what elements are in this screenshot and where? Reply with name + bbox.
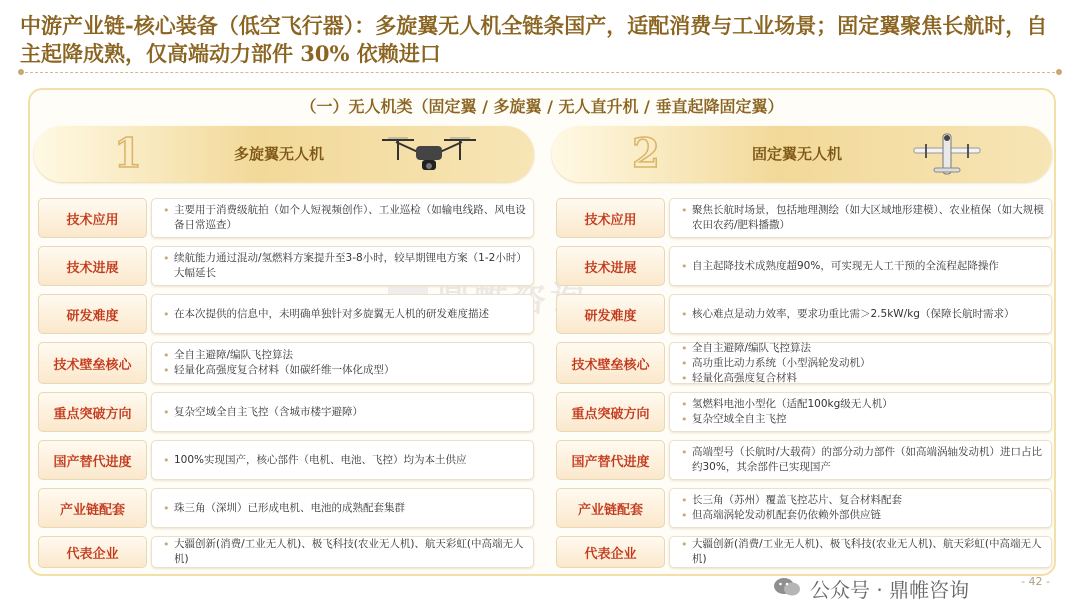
row-label: 国产替代进度 xyxy=(556,440,665,480)
row-content xyxy=(669,440,1052,480)
table-row xyxy=(38,440,534,480)
wechat-icon xyxy=(772,576,802,598)
list-item: • 但高端涡轮发动机配套仍依赖外部供应链 xyxy=(692,508,902,523)
row-label: 技术应用 xyxy=(556,198,665,238)
page-title: 中游产业链-核心装备（低空飞行器）：多旋翼无人机全链条国产，适配消费与工业场景；固定翼聚焦长航时，自主起降成熟，仅高端动力部件 30% 依赖进口 xyxy=(20,13,1048,66)
table-row xyxy=(556,198,1052,238)
divider-dot xyxy=(18,69,24,75)
table-row xyxy=(556,536,1052,568)
table-row xyxy=(38,488,534,528)
row-content xyxy=(669,392,1052,432)
row-content xyxy=(669,342,1052,384)
title-divider xyxy=(20,72,1060,73)
row-content xyxy=(669,536,1052,568)
list-item: • 复杂空域全自主飞控 xyxy=(692,412,893,427)
row-content xyxy=(669,198,1052,238)
row-label: 产业链配套 xyxy=(556,488,665,528)
row-label: 重点突破方向 xyxy=(38,392,147,432)
column-title: 多旋翼无人机 xyxy=(234,145,325,163)
row-content xyxy=(151,440,534,480)
list-item: • 轻量化高强度复合材料 xyxy=(692,371,871,386)
divider-dot xyxy=(1056,69,1062,75)
row-content xyxy=(669,246,1052,286)
table-row xyxy=(556,488,1052,528)
row-label: 研发难度 xyxy=(556,294,665,334)
column-header xyxy=(552,126,1052,182)
list-item: • 高功重比动力系统（小型涡轮发动机） xyxy=(692,356,871,371)
list-item: • 长三角（苏州）覆盖飞控芯片、复合材料配套 xyxy=(692,493,902,508)
row-content xyxy=(151,294,534,334)
row-content xyxy=(669,294,1052,334)
column-number: 1 xyxy=(114,130,142,177)
list-item: • 轻量化高强度复合材料（如碳纤维一体化成型） xyxy=(174,363,395,378)
row-label: 产业链配套 xyxy=(38,488,147,528)
column-fixed-wing xyxy=(552,126,1052,565)
footer-text: 公众号 · 鼎帷咨询 xyxy=(810,578,970,602)
list-item: • 大疆创新(消费/工业无人机)、极飞科技(农业无人机)、航天彩虹(中高端无人机) xyxy=(692,537,1045,567)
row-label: 重点突破方向 xyxy=(556,392,665,432)
table-row xyxy=(556,246,1052,286)
list-item: • 在本次提供的信息中，未明确单独针对多旋翼无人机的研发难度描述 xyxy=(174,307,489,322)
column-title: 固定翼无人机 xyxy=(752,145,843,163)
row-content xyxy=(151,488,534,528)
row-content xyxy=(151,246,534,286)
list-item: • 大疆创新(消费/工业无人机)、极飞科技(农业无人机)、航天彩虹(中高端无人机) xyxy=(174,537,527,567)
row-label: 技术壁垒核心 xyxy=(556,342,665,384)
list-item: • 全自主避障/编队飞控算法 xyxy=(692,341,871,356)
row-content xyxy=(151,536,534,568)
list-item: • 100%实现国产，核心部件（电机、电池、飞控）均为本土供应 xyxy=(174,453,467,468)
list-item: • 聚焦长航时场景，包括地理测绘（如大区域地形建模）、农业植保（如大规模农田农药/肥料播撒） xyxy=(692,203,1045,233)
list-item: • 主要用于消费级航拍（如个人短视频创作）、工业巡检（如输电线路、风电设备日常巡查） xyxy=(174,203,527,233)
table-row xyxy=(38,246,534,286)
column-header xyxy=(34,126,534,182)
row-label: 代表企业 xyxy=(556,536,665,568)
list-item: • 核心难点是动力效率，要求功重比需＞2.5kW/kg（保障长航时需求） xyxy=(692,307,1014,322)
row-label: 国产替代进度 xyxy=(38,440,147,480)
table-row xyxy=(38,392,534,432)
table-row xyxy=(556,294,1052,334)
list-item: • 自主起降技术成熟度超90%，可实现无人工干预的全流程起降操作 xyxy=(692,259,999,274)
row-content xyxy=(151,342,534,384)
row-label: 技术进展 xyxy=(556,246,665,286)
multirotor-drone-icon xyxy=(374,132,484,176)
row-label: 研发难度 xyxy=(38,294,147,334)
row-label: 技术应用 xyxy=(38,198,147,238)
list-item: • 复杂空域全自主飞控（含城市楼宇避障） xyxy=(174,405,363,420)
column-multirotor xyxy=(34,126,534,565)
list-item: • 全自主避障/编队飞控算法 xyxy=(174,348,395,363)
table-row xyxy=(38,342,534,384)
list-item: • 高端型号（长航时/大载荷）的部分动力部件（如高端涡轴发动机）进口占比约30%，其余部件已实现国产 xyxy=(692,445,1045,475)
table-row xyxy=(556,440,1052,480)
row-content xyxy=(151,392,534,432)
row-label: 技术壁垒核心 xyxy=(38,342,147,384)
section-title: （一）无人机类（固定翼 / 多旋翼 / 无人直升机 / 垂直起降固定翼） xyxy=(300,97,784,116)
table-row xyxy=(556,392,1052,432)
row-label: 技术进展 xyxy=(38,246,147,286)
list-item: • 珠三角（深圳）已形成电机、电池的成熟配套集群 xyxy=(174,501,405,516)
row-content xyxy=(669,488,1052,528)
fixed-wing-drone-icon xyxy=(912,132,982,176)
column-number: 2 xyxy=(632,130,660,177)
row-label: 代表企业 xyxy=(38,536,147,568)
table-row xyxy=(38,294,534,334)
table-row xyxy=(556,342,1052,384)
list-item: • 氢燃料电池小型化（适配100kg级无人机） xyxy=(692,397,893,412)
row-content xyxy=(151,198,534,238)
table-row xyxy=(38,198,534,238)
list-item: • 续航能力通过混动/氢燃料方案提升至3-8小时，较早期锂电方案（1-2小时）大幅延长 xyxy=(174,251,527,281)
table-row xyxy=(38,536,534,568)
page-number: - 42 - xyxy=(1021,575,1050,588)
